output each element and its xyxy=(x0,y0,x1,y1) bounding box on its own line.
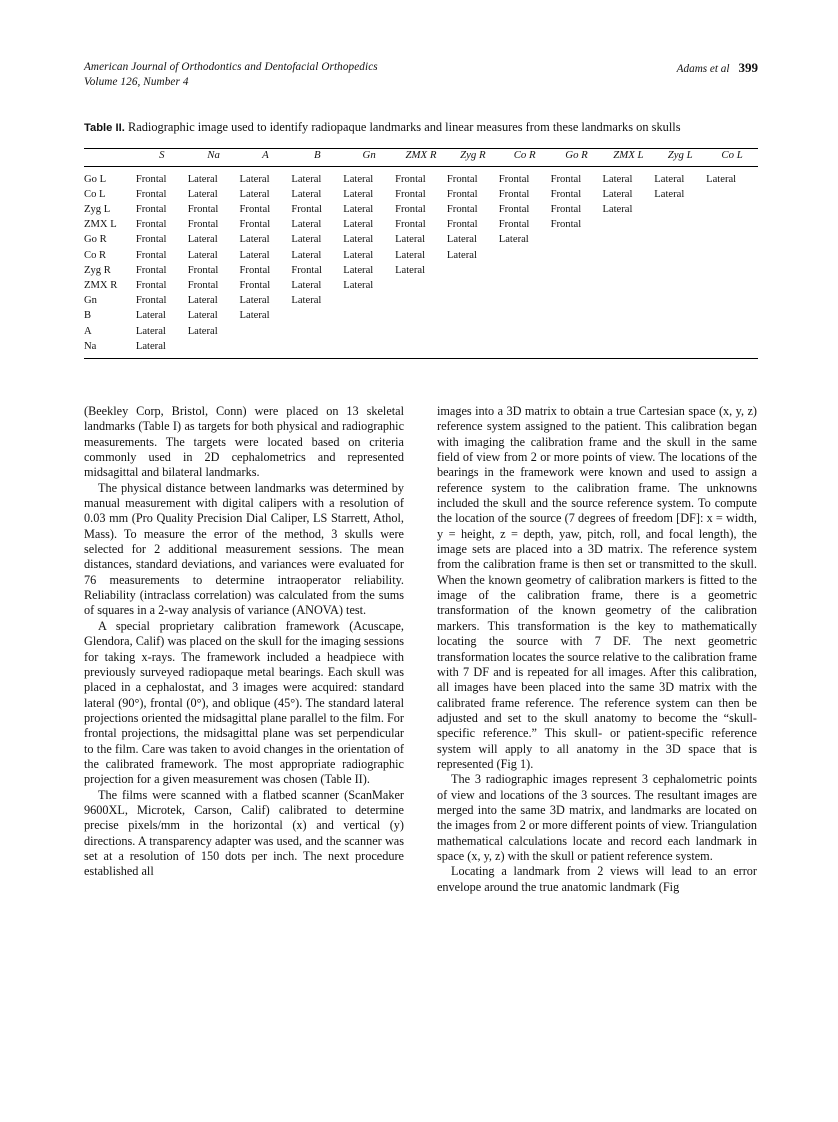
table-cell xyxy=(291,339,343,359)
table-cell xyxy=(706,187,758,202)
table-cell: Frontal xyxy=(187,264,219,276)
table-cell: Lateral xyxy=(343,234,374,246)
table-cell xyxy=(706,232,758,247)
table-cell xyxy=(551,293,603,308)
table-cell xyxy=(654,293,706,308)
table-cell: Frontal xyxy=(187,219,219,231)
table-cell xyxy=(499,308,551,323)
body-paragraph: A special proprietary calibration framework (Acuscape, Glendora, Calif) was placed on the skull for the imaging sessions for taking x-rays. The framework included a headpiece with previously surveyed radiopaque metal bearings. Each skull was placed in a cephalostat, and 3 images were acquired: standard lateral (90°), frontal (0°), and oblique (45°). The standard lateral projections oriented the midsagittal plane parallel to the film. For frontal projections, the midsagittal plane was set perpendicular to the film. Care was taken to avoid changes in the orientation of the calibrated framework. The most appropriate radiographic projection for a given measurement was chosen (Table II). xyxy=(84,618,404,787)
table-cell xyxy=(706,278,758,293)
table-cell xyxy=(654,308,706,323)
row-label: Go L xyxy=(84,173,107,185)
journal-volume-issue: Volume 126, Number 4 xyxy=(84,75,189,88)
table-header xyxy=(84,148,758,166)
table-cell: Lateral xyxy=(706,173,737,185)
table-cell xyxy=(291,308,343,323)
table-cell: Lateral xyxy=(343,219,374,231)
table-row xyxy=(84,339,758,359)
row-label: Gn xyxy=(84,295,97,307)
table-cell: Lateral xyxy=(291,188,322,200)
table-cell xyxy=(447,278,499,293)
row-label: B xyxy=(84,310,92,322)
table-caption xyxy=(84,120,758,137)
table-cell: Frontal xyxy=(291,264,322,276)
table-cell: Lateral xyxy=(343,279,374,291)
table-cell: Frontal xyxy=(498,219,530,231)
table-cell xyxy=(602,293,654,308)
table-cell: Lateral xyxy=(239,188,270,200)
table-cell: Lateral xyxy=(239,234,270,246)
table-cell: Lateral xyxy=(343,249,374,261)
body-paragraph: The films were scanned with a flatbed scanner (ScanMaker 9600XL, Microtek, Carson, Calif) calibrated to determine precise pixels/mm in the horizontal (x) and vertical (y) directions. A transparency adapter was used, and the scanner was set at a resolution of 150 dots per inch. The next procedure established all xyxy=(84,787,404,879)
table-cell: Lateral xyxy=(187,249,218,261)
table-cell: Lateral xyxy=(291,173,322,185)
table-cell: Lateral xyxy=(498,234,529,246)
table-cell xyxy=(447,339,499,359)
table-cell: Frontal xyxy=(135,173,167,185)
table-cell xyxy=(551,324,603,339)
table-cell: Frontal xyxy=(395,203,426,215)
table-cell xyxy=(499,263,551,278)
table-row xyxy=(84,308,758,323)
table-cell: Lateral xyxy=(602,173,633,185)
table-cell xyxy=(706,248,758,263)
table-cell: Frontal xyxy=(135,203,167,215)
table-cell xyxy=(654,202,706,217)
table-cell: Frontal xyxy=(446,173,478,185)
row-label: ZMX L xyxy=(84,219,117,231)
table-cell xyxy=(551,278,603,293)
row-label: Go R xyxy=(84,234,107,246)
table-cell: Frontal xyxy=(135,219,167,231)
table-cell: Lateral xyxy=(446,234,477,246)
table-cell: Lateral xyxy=(135,310,166,322)
table-header-row xyxy=(84,148,758,166)
table-cell: Lateral xyxy=(291,234,322,246)
table-row xyxy=(84,263,758,278)
column-header-rowlabel xyxy=(84,148,136,166)
table-cell: Lateral xyxy=(343,188,374,200)
table-cell: Lateral xyxy=(291,295,322,307)
table-cell: Frontal xyxy=(550,203,582,215)
table-cell xyxy=(551,248,603,263)
table-cell: Frontal xyxy=(446,219,478,231)
row-label: Co L xyxy=(84,188,106,200)
body-columns xyxy=(84,404,758,1064)
table-cell xyxy=(447,263,499,278)
column-header-s: S xyxy=(159,148,165,161)
table-cell xyxy=(602,308,654,323)
column-header-na: Na xyxy=(207,148,220,161)
table-cell xyxy=(706,263,758,278)
table-row xyxy=(84,187,758,202)
table-label: Table II. xyxy=(84,122,125,134)
table-cell: Lateral xyxy=(239,249,270,261)
table-cell xyxy=(343,293,395,308)
table-row xyxy=(84,232,758,247)
row-label: Na xyxy=(84,340,97,352)
column-header-zyg-r: Zyg R xyxy=(460,148,486,161)
table-cell: Frontal xyxy=(395,188,426,200)
body-paragraph: The physical distance between landmarks was determined by manual measurement with digital calipers with a resolution of 0.03 mm (Pro Quality Precision Dial Caliper, LS Starrett, Athol, Mass). To measure the error of the method, 3 skulls were selected for 2 additional measurement sessions. The mean distances, standard deviations, and variances were evaluated for 76 measurements to determine intraoperator reliability. Reliability (intraclass correlation) was calculated from the sums of squares in a 2-way analysis of variance (ANOVA) test. xyxy=(84,480,404,618)
table-cell xyxy=(602,232,654,247)
table-cell xyxy=(395,339,447,359)
row-label: A xyxy=(84,325,92,337)
column-header-co-r: Co R xyxy=(513,148,536,161)
table-cell: Lateral xyxy=(395,249,426,261)
table-row xyxy=(84,217,758,232)
table-cell: Frontal xyxy=(395,219,426,231)
table-cell xyxy=(551,232,603,247)
table-cell: Lateral xyxy=(187,310,218,322)
table-cell: Frontal xyxy=(446,188,478,200)
table-cell: Lateral xyxy=(187,234,218,246)
table-cell: Lateral xyxy=(239,173,270,185)
body-paragraph: The 3 radiographic images represent 3 cephalometric points of view and locations of the 3 sources. The resultant images are merged into the same 3D matrix, and landmarks are located on the images from 2 or more different points of view. Triangulation mathematical calculations locate and record each landmark in space (x, y, z) with the skull or patient reference system. xyxy=(437,772,757,863)
page-number: 399 xyxy=(738,60,758,75)
table-cell: Frontal xyxy=(498,173,530,185)
table-cell: Frontal xyxy=(550,188,582,200)
column-header-gn: Gn xyxy=(362,148,376,161)
table-cell xyxy=(654,263,706,278)
table-row xyxy=(84,324,758,339)
table-cell: Lateral xyxy=(654,188,685,200)
body-paragraph: (Beekley Corp, Bristol, Conn) were placed on 13 skeletal landmarks (Table I) as targets for both physical and radiographic measurements. The targets were located based on criteria commonly used in 2D cephalometrics and represented midsagittal and bilateral landmarks. xyxy=(84,404,404,480)
table-cell xyxy=(706,324,758,339)
table-cell xyxy=(447,293,499,308)
column-header-go-r: Go R xyxy=(565,148,588,161)
table-cell: Lateral xyxy=(291,249,322,261)
table-cell xyxy=(706,339,758,359)
table-cell xyxy=(499,248,551,263)
table-cell: Frontal xyxy=(135,264,167,276)
table-cell: Lateral xyxy=(343,203,374,215)
table-cell: Frontal xyxy=(239,264,271,276)
table-cell: Lateral xyxy=(291,219,322,231)
table-cell: Lateral xyxy=(446,249,477,261)
table-cell: Lateral xyxy=(343,173,374,185)
table-cell: Lateral xyxy=(187,173,218,185)
table-cell xyxy=(706,308,758,323)
journal-title-block xyxy=(84,60,378,89)
table-cell xyxy=(499,339,551,359)
table-cell xyxy=(706,217,758,232)
table-cell: Frontal xyxy=(135,234,167,246)
table-cell xyxy=(447,324,499,339)
table-cell xyxy=(602,324,654,339)
table-cell: Lateral xyxy=(239,310,270,322)
table-cell xyxy=(395,278,447,293)
table-row xyxy=(84,278,758,293)
table-block xyxy=(84,120,758,359)
journal-title: American Journal of Orthodontics and Dentofacial Orthopedics xyxy=(84,61,378,73)
column-header-co-l: Co L xyxy=(721,148,743,161)
table-cell: Lateral xyxy=(654,173,685,185)
table-cell: Lateral xyxy=(602,188,633,200)
table-cell xyxy=(240,339,292,359)
table-cell: Lateral xyxy=(187,188,218,200)
table-cell: Frontal xyxy=(239,279,271,291)
table-row xyxy=(84,248,758,263)
table-cell xyxy=(343,324,395,339)
table-cell: Frontal xyxy=(135,279,167,291)
table-cell xyxy=(395,324,447,339)
table-cell xyxy=(654,339,706,359)
table-row xyxy=(84,293,758,308)
table-cell xyxy=(551,263,603,278)
body-paragraph: images into a 3D matrix to obtain a true Cartesian space (x, y, z) reference system assigned to the patient. This calibration began with imaging the calibration frame and the skull in the same field of view from 2 or more points of view. The locations of the bearings in the framework were known and used to assign a reference system to the calibration frame. The unknowns included the skull and the source reference system. To compute the location of the source (7 degrees of freedom [DF]: x = width, y = height, z = depth, yaw, pitch, roll, and focal length), the image sets are placed into a 3D matrix. The reference system from the calibration frame is then set or transmitted to the skull. When the known geometry of calibration markers is fitted to the image of the calibration frame, there is a geometric transformation of the known geometry of the calibration markers. This transformation is the key to mathematically locating the source with 7 DF. The next geometric transformation locates the source relative to the calibration frame with 7 DF and is repeated for all images. After this calibration, all images have been placed into the same 3D matrix with the calibrated frame reference. The reference system can then be adjusted and set to the skull anatomy to become the “skull-specific reference.” This skull- or patient-specific reference system will apply to all anatomy in the 3D space that is represented (Fig 1). xyxy=(437,404,757,771)
column-header-b: B xyxy=(313,148,321,161)
table-cell xyxy=(602,217,654,232)
table-cell: Frontal xyxy=(550,219,582,231)
table-cell xyxy=(602,278,654,293)
table-cell: Frontal xyxy=(498,203,530,215)
running-head-right xyxy=(677,60,758,76)
body-paragraph: Locating a landmark from 2 views will lead to an error envelope around the true anatomic landmark (Fig xyxy=(437,864,757,894)
table-cell xyxy=(499,278,551,293)
table-cell xyxy=(499,293,551,308)
table-cell: Lateral xyxy=(135,340,166,352)
row-label: Zyg L xyxy=(84,203,111,215)
table-cell: Frontal xyxy=(135,188,167,200)
table-cell xyxy=(343,308,395,323)
table-cell xyxy=(551,308,603,323)
table-cell xyxy=(499,324,551,339)
row-label: Co R xyxy=(84,249,107,261)
table-cell: Lateral xyxy=(187,295,218,307)
table-cell: Frontal xyxy=(135,249,167,261)
table-cell: Frontal xyxy=(498,188,530,200)
right-column xyxy=(437,404,757,1064)
row-label: ZMX R xyxy=(84,279,118,291)
table-cell xyxy=(602,263,654,278)
table-cell xyxy=(706,293,758,308)
column-header-zmx-l: ZMX L xyxy=(613,148,644,161)
table-cell xyxy=(602,248,654,263)
table-cell xyxy=(291,324,343,339)
table-cell: Frontal xyxy=(395,173,426,185)
table-cell: Lateral xyxy=(239,295,270,307)
table-cell: Frontal xyxy=(187,203,219,215)
table-cell: Lateral xyxy=(187,325,218,337)
table-cell: Lateral xyxy=(395,234,426,246)
table-row xyxy=(84,166,758,187)
running-head xyxy=(84,60,758,89)
table-caption-text: Radiographic image used to identify radiopaque landmarks and linear measures from these landmarks on skulls xyxy=(127,120,681,134)
table-cell xyxy=(240,324,292,339)
table-cell xyxy=(395,293,447,308)
table-cell xyxy=(654,324,706,339)
table-cell xyxy=(654,278,706,293)
table-cell: Lateral xyxy=(395,264,426,276)
table-cell: Lateral xyxy=(291,279,322,291)
table-cell: Frontal xyxy=(187,279,219,291)
table-cell xyxy=(395,308,447,323)
table-cell xyxy=(602,339,654,359)
table-cell xyxy=(188,339,240,359)
table-body xyxy=(84,166,758,358)
table-cell xyxy=(551,339,603,359)
table-cell xyxy=(447,308,499,323)
table-cell: Lateral xyxy=(602,203,633,215)
table-cell xyxy=(343,339,395,359)
table-cell xyxy=(706,202,758,217)
column-header-zyg-l: Zyg L xyxy=(667,148,693,161)
row-label: Zyg R xyxy=(84,264,111,276)
landmark-measures-table xyxy=(84,148,758,359)
table-cell xyxy=(654,217,706,232)
table-cell: Lateral xyxy=(343,264,374,276)
column-header-a: A xyxy=(262,148,269,161)
table-row xyxy=(84,202,758,217)
table-cell: Frontal xyxy=(135,295,167,307)
table-cell: Frontal xyxy=(239,219,271,231)
table-cell: Frontal xyxy=(550,173,582,185)
table-cell: Frontal xyxy=(446,203,478,215)
left-column xyxy=(84,404,404,1064)
table-cell xyxy=(654,232,706,247)
table-cell: Frontal xyxy=(239,203,271,215)
column-header-zmx-r: ZMX R xyxy=(405,148,437,161)
table-cell: Frontal xyxy=(291,203,322,215)
author-running-head: Adams et al xyxy=(676,63,730,75)
table-cell: Lateral xyxy=(135,325,166,337)
table-cell xyxy=(654,248,706,263)
